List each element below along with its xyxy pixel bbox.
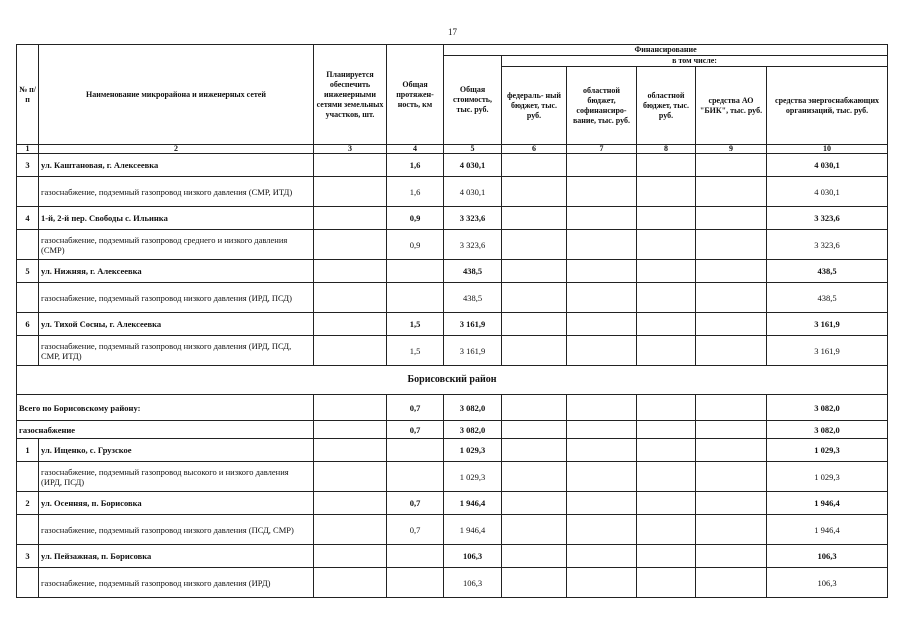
cell-regional-cofin (567, 439, 637, 462)
cell-name: газоснабжение, подземный газопровод высокого и низкого давления (ИРД, ПСД) (39, 462, 314, 492)
work-row (17, 336, 888, 366)
cell-cost: 438,5 (444, 283, 502, 313)
cell-regional-cofin (567, 395, 637, 421)
gas-energy: 3 082,0 (767, 421, 888, 439)
header-bik: средства АО "БИК", тыс. руб. (696, 67, 767, 145)
cell-bik (696, 462, 767, 492)
total-label: Всего по Борисовскому району: (17, 395, 314, 421)
gas-label: газоснабжение (17, 421, 314, 439)
col-num: 9 (696, 145, 767, 154)
cell-num: 3 (17, 154, 39, 177)
cell-energy: 4 030,1 (767, 177, 888, 207)
work-row (17, 177, 888, 207)
cell-regional (637, 207, 696, 230)
column-numbers-row (17, 145, 888, 154)
cell-regional-cofin (567, 207, 637, 230)
cell-num (17, 515, 39, 545)
header-financing: Финансирование (444, 45, 888, 56)
cell-plots (314, 207, 387, 230)
cell-regional (637, 462, 696, 492)
cell-num: 3 (17, 545, 39, 568)
cell-federal (502, 492, 567, 515)
cell-energy: 438,5 (767, 260, 888, 283)
cell-num: 1 (17, 439, 39, 462)
table-body-alekseevka (17, 154, 888, 366)
cell-federal (502, 230, 567, 260)
cell-bik (696, 492, 767, 515)
cell-length (387, 260, 444, 283)
cell-bik (696, 313, 767, 336)
cell-cost: 106,3 (444, 545, 502, 568)
cell-plots (314, 154, 387, 177)
cell-cost: 438,5 (444, 260, 502, 283)
cell-name: газоснабжение, подземный газопровод низкого давления (ИРД) (39, 568, 314, 598)
cell-regional-cofin (567, 154, 637, 177)
object-row (17, 207, 888, 230)
cell-name: 1-й, 2-й пер. Свободы с. Ильинка (39, 207, 314, 230)
cell-federal (502, 260, 567, 283)
cell-num: 6 (17, 313, 39, 336)
header-regional-cofin: областной бюджет, софинансиро- вание, тыс. руб. (567, 67, 637, 145)
total-row (17, 395, 888, 421)
cell-plots (314, 421, 387, 439)
cell-federal (502, 545, 567, 568)
cell-name: газоснабжение, подземный газопровод низкого давления (ИРД, ПСД, СМР, ИТД) (39, 336, 314, 366)
cell-regional-cofin (567, 515, 637, 545)
cell-plots (314, 313, 387, 336)
cell-regional-cofin (567, 545, 637, 568)
header-federal: федераль- ный бюджет, тыс. руб. (502, 67, 567, 145)
cell-regional (637, 313, 696, 336)
cell-federal (502, 313, 567, 336)
district-title: Борисовский район (17, 366, 888, 395)
cell-length: 1,5 (387, 336, 444, 366)
col-num: 2 (39, 145, 314, 154)
col-num: 6 (502, 145, 567, 154)
cell-plots (314, 439, 387, 462)
cell-cost: 3 161,9 (444, 313, 502, 336)
cell-name: газоснабжение, подземный газопровод низкого давления (ИРД, ПСД) (39, 283, 314, 313)
cell-plots (314, 545, 387, 568)
cell-regional (637, 395, 696, 421)
cell-energy: 106,3 (767, 545, 888, 568)
cell-name: ул. Тихой Сосны, г. Алексеевка (39, 313, 314, 336)
work-row (17, 515, 888, 545)
cell-energy: 438,5 (767, 283, 888, 313)
cell-regional (637, 177, 696, 207)
cell-regional (637, 515, 696, 545)
cell-name: ул. Осенняя, п. Борисовка (39, 492, 314, 515)
cell-name: ул. Каштановая, г. Алексеевка (39, 154, 314, 177)
cell-plots (314, 568, 387, 598)
cell-length: 0,9 (387, 230, 444, 260)
cell-plots (314, 283, 387, 313)
object-row (17, 260, 888, 283)
work-row (17, 230, 888, 260)
gas-length: 0,7 (387, 421, 444, 439)
cell-length: 1,6 (387, 177, 444, 207)
cell-federal (502, 421, 567, 439)
cell-length: 0,7 (387, 492, 444, 515)
cell-bik (696, 568, 767, 598)
cell-length (387, 462, 444, 492)
cell-bik (696, 207, 767, 230)
work-row (17, 283, 888, 313)
cell-plots (314, 395, 387, 421)
cell-federal (502, 207, 567, 230)
cell-federal (502, 283, 567, 313)
cell-regional (637, 568, 696, 598)
cell-cost: 1 946,4 (444, 515, 502, 545)
cell-num (17, 283, 39, 313)
cell-regional-cofin (567, 568, 637, 598)
cell-num (17, 568, 39, 598)
page-number: 17 (448, 27, 457, 37)
work-row (17, 568, 888, 598)
cell-regional (637, 336, 696, 366)
cell-regional-cofin (567, 230, 637, 260)
cell-federal (502, 336, 567, 366)
cell-energy: 3 161,9 (767, 336, 888, 366)
cell-energy: 3 161,9 (767, 313, 888, 336)
cell-cost: 1 029,3 (444, 462, 502, 492)
cell-length: 1,5 (387, 313, 444, 336)
header-length: Общая протяжен- ность, км (387, 45, 444, 145)
col-num: 8 (637, 145, 696, 154)
cell-bik (696, 154, 767, 177)
cell-plots (314, 260, 387, 283)
cell-regional (637, 260, 696, 283)
cell-bik (696, 260, 767, 283)
table-body-borisovka (17, 439, 888, 598)
cell-length (387, 545, 444, 568)
cell-name: газоснабжение, подземный газопровод среднего и низкого давления (СМР) (39, 230, 314, 260)
cell-name: газоснабжение, подземный газопровод низкого давления (ПСД, СМР) (39, 515, 314, 545)
cell-regional (637, 421, 696, 439)
cell-plots (314, 492, 387, 515)
cell-federal (502, 439, 567, 462)
object-row (17, 545, 888, 568)
cell-energy: 3 323,6 (767, 207, 888, 230)
cell-bik (696, 545, 767, 568)
cell-length (387, 439, 444, 462)
cell-length: 0,9 (387, 207, 444, 230)
cell-bik (696, 439, 767, 462)
total-length: 0,7 (387, 395, 444, 421)
cell-energy: 106,3 (767, 568, 888, 598)
cell-energy: 1 946,4 (767, 492, 888, 515)
cell-name: ул. Пейзажная, п. Борисовка (39, 545, 314, 568)
col-num: 5 (444, 145, 502, 154)
cell-regional-cofin (567, 421, 637, 439)
cell-num: 2 (17, 492, 39, 515)
col-num: 10 (767, 145, 888, 154)
object-row (17, 439, 888, 462)
cell-bik (696, 177, 767, 207)
header-name: Наименование микрорайона и инженерных сетей (39, 45, 314, 145)
cell-length (387, 283, 444, 313)
col-num: 4 (387, 145, 444, 154)
col-num: 1 (17, 145, 39, 154)
cell-num (17, 230, 39, 260)
header-num: № п/п (17, 45, 39, 145)
district-row (17, 366, 888, 395)
object-row (17, 313, 888, 336)
cell-regional-cofin (567, 462, 637, 492)
cell-regional (637, 439, 696, 462)
total-energy: 3 082,0 (767, 395, 888, 421)
cell-regional-cofin (567, 313, 637, 336)
gas-row (17, 421, 888, 439)
cell-energy: 1 029,3 (767, 439, 888, 462)
cell-bik (696, 421, 767, 439)
object-row (17, 492, 888, 515)
cell-cost: 1 029,3 (444, 439, 502, 462)
cell-regional (637, 545, 696, 568)
table-header (17, 45, 888, 154)
work-row (17, 462, 888, 492)
cell-energy: 1 029,3 (767, 462, 888, 492)
cell-name: газоснабжение, подземный газопровод низкого давления (СМР, ИТД) (39, 177, 314, 207)
cell-cost: 3 161,9 (444, 336, 502, 366)
cell-cost: 4 030,1 (444, 154, 502, 177)
cell-name: ул. Нижняя, г. Алексеевка (39, 260, 314, 283)
object-row (17, 154, 888, 177)
gas-cost: 3 082,0 (444, 421, 502, 439)
cell-energy: 4 030,1 (767, 154, 888, 177)
cell-bik (696, 283, 767, 313)
cell-length: 0,7 (387, 515, 444, 545)
cell-regional (637, 283, 696, 313)
cell-num (17, 462, 39, 492)
cell-federal (502, 568, 567, 598)
cell-regional (637, 492, 696, 515)
cell-cost: 4 030,1 (444, 177, 502, 207)
cell-bik (696, 336, 767, 366)
cell-cost: 3 323,6 (444, 207, 502, 230)
cell-regional (637, 154, 696, 177)
cell-federal (502, 515, 567, 545)
cell-regional-cofin (567, 492, 637, 515)
cell-regional-cofin (567, 336, 637, 366)
cell-federal (502, 154, 567, 177)
cell-plots (314, 177, 387, 207)
table-body-district (17, 366, 888, 439)
cell-bik (696, 515, 767, 545)
cell-plots (314, 336, 387, 366)
cell-length (387, 568, 444, 598)
cell-length: 1,6 (387, 154, 444, 177)
cell-cost: 106,3 (444, 568, 502, 598)
header-plots: Планируется обеспечить инженерными сетями земельных участков, шт. (314, 45, 387, 145)
cell-num (17, 177, 39, 207)
col-num: 7 (567, 145, 637, 154)
total-cost: 3 082,0 (444, 395, 502, 421)
cell-federal (502, 177, 567, 207)
cell-cost: 3 323,6 (444, 230, 502, 260)
cell-plots (314, 515, 387, 545)
cell-federal (502, 395, 567, 421)
cell-regional-cofin (567, 177, 637, 207)
cell-energy: 3 323,6 (767, 230, 888, 260)
cell-energy: 1 946,4 (767, 515, 888, 545)
cell-bik (696, 395, 767, 421)
cell-num: 4 (17, 207, 39, 230)
cell-num: 5 (17, 260, 39, 283)
header-cost: Общая стоимость, тыс. руб. (444, 56, 502, 145)
cell-cost: 1 946,4 (444, 492, 502, 515)
header-including: в том числе: (502, 56, 888, 67)
header-energy: средства энергоснабжающих организаций, тыс. руб. (767, 67, 888, 145)
cell-plots (314, 230, 387, 260)
cell-bik (696, 230, 767, 260)
cell-plots (314, 462, 387, 492)
cell-federal (502, 462, 567, 492)
cell-name: ул. Ищенко, с. Грузское (39, 439, 314, 462)
cell-regional (637, 230, 696, 260)
cell-regional-cofin (567, 260, 637, 283)
cell-regional-cofin (567, 283, 637, 313)
header-regional: областной бюджет, тыс. руб. (637, 67, 696, 145)
cell-num (17, 336, 39, 366)
financing-table (16, 44, 888, 598)
col-num: 3 (314, 145, 387, 154)
